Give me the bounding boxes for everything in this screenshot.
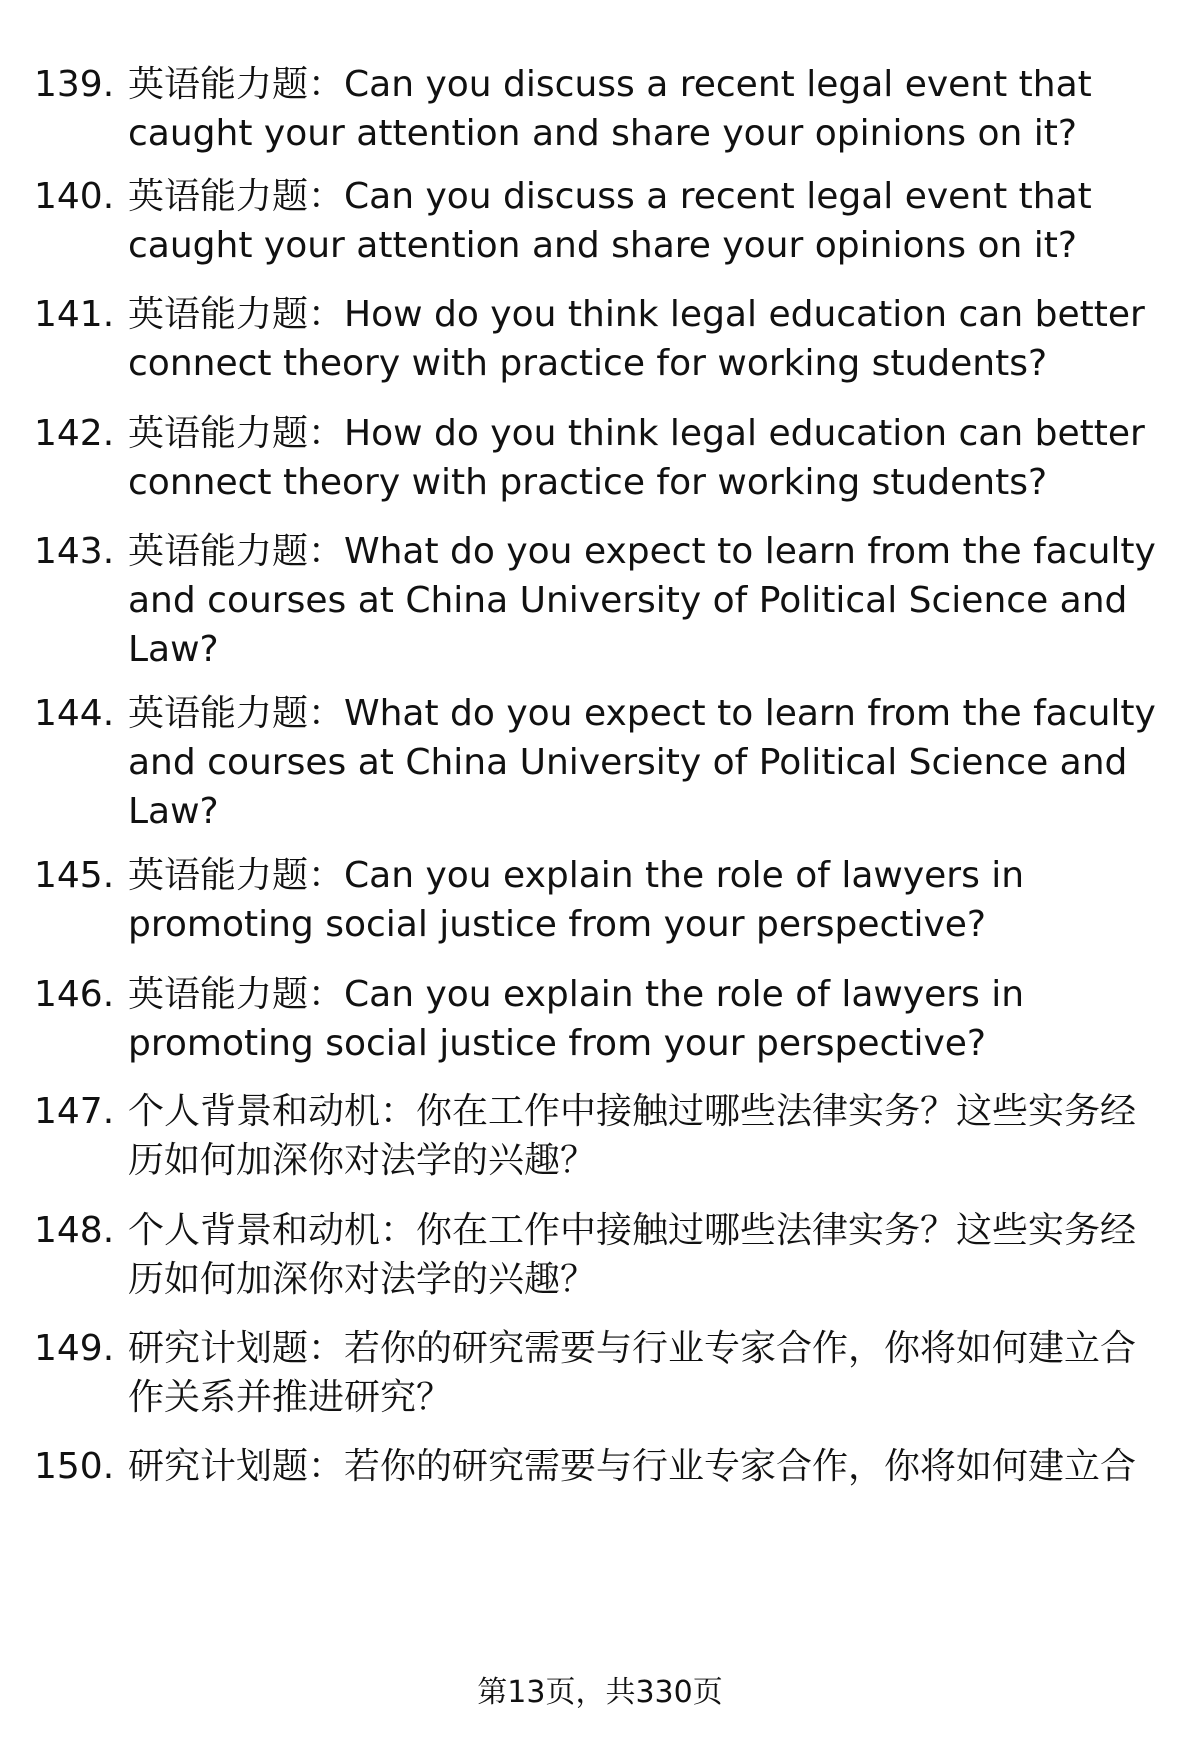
question-text: 个人背景和动机：你在工作中接触过哪些法律实务？这些实务经历如何加深你对法学的兴趣？ (128, 1091, 1137, 1181)
question-number: 142. (34, 413, 115, 454)
question-number: 147. (34, 1091, 115, 1132)
list-item (34, 1324, 1164, 1422)
list-item (34, 60, 1164, 158)
question-text: 个人背景和动机：你在工作中接触过哪些法律实务？这些实务经历如何加深你对法学的兴趣？ (128, 1210, 1137, 1300)
list-item (34, 527, 1164, 674)
question-text: 研究计划题：若你的研究需要与行业专家合作，你将如何建立合 (128, 1446, 1137, 1487)
question-text: 英语能力题：Can you explain the role of lawyers in promoting social justice from your perspective? (128, 974, 1025, 1064)
list-item (34, 1206, 1164, 1304)
question-number: 149. (34, 1328, 115, 1369)
question-number: 144. (34, 693, 115, 734)
question-number: 150. (34, 1446, 115, 1487)
list-item (34, 970, 1164, 1068)
list-item (34, 851, 1164, 949)
question-text: 英语能力题：Can you discuss a recent legal event that caught your attention and share your opinions on it? (128, 64, 1092, 154)
question-text: 英语能力题：How do you think legal education can better connect theory with practice for working students? (128, 413, 1145, 503)
question-number: 143. (34, 531, 115, 572)
list-item (34, 1087, 1164, 1185)
question-number: 140. (34, 176, 115, 217)
question-text: 英语能力题：Can you discuss a recent legal event that caught your attention and share your opinions on it? (128, 176, 1092, 266)
question-text: 英语能力题：Can you explain the role of lawyers in promoting social justice from your perspective? (128, 855, 1025, 945)
list-item (34, 172, 1164, 270)
list-item (34, 409, 1164, 507)
page-number-footer: 第13页，共330页 (477, 1675, 723, 1710)
question-number: 146. (34, 974, 115, 1015)
question-text: 研究计划题：若你的研究需要与行业专家合作，你将如何建立合作关系并推进研究？ (128, 1328, 1137, 1418)
question-number: 145. (34, 855, 115, 896)
list-item (34, 1442, 1164, 1491)
question-number: 139. (34, 64, 115, 105)
question-text: 英语能力题：What do you expect to learn from the faculty and courses at China University of Political Science and Law? (128, 693, 1156, 832)
list-item (34, 689, 1164, 836)
list-item (34, 290, 1164, 388)
question-number: 148. (34, 1210, 115, 1251)
question-text: 英语能力题：How do you think legal education can better connect theory with practice for working students? (128, 294, 1145, 384)
question-number: 141. (34, 294, 115, 335)
question-text: 英语能力题：What do you expect to learn from the faculty and courses at China University of Political Science and Law? (128, 531, 1156, 670)
